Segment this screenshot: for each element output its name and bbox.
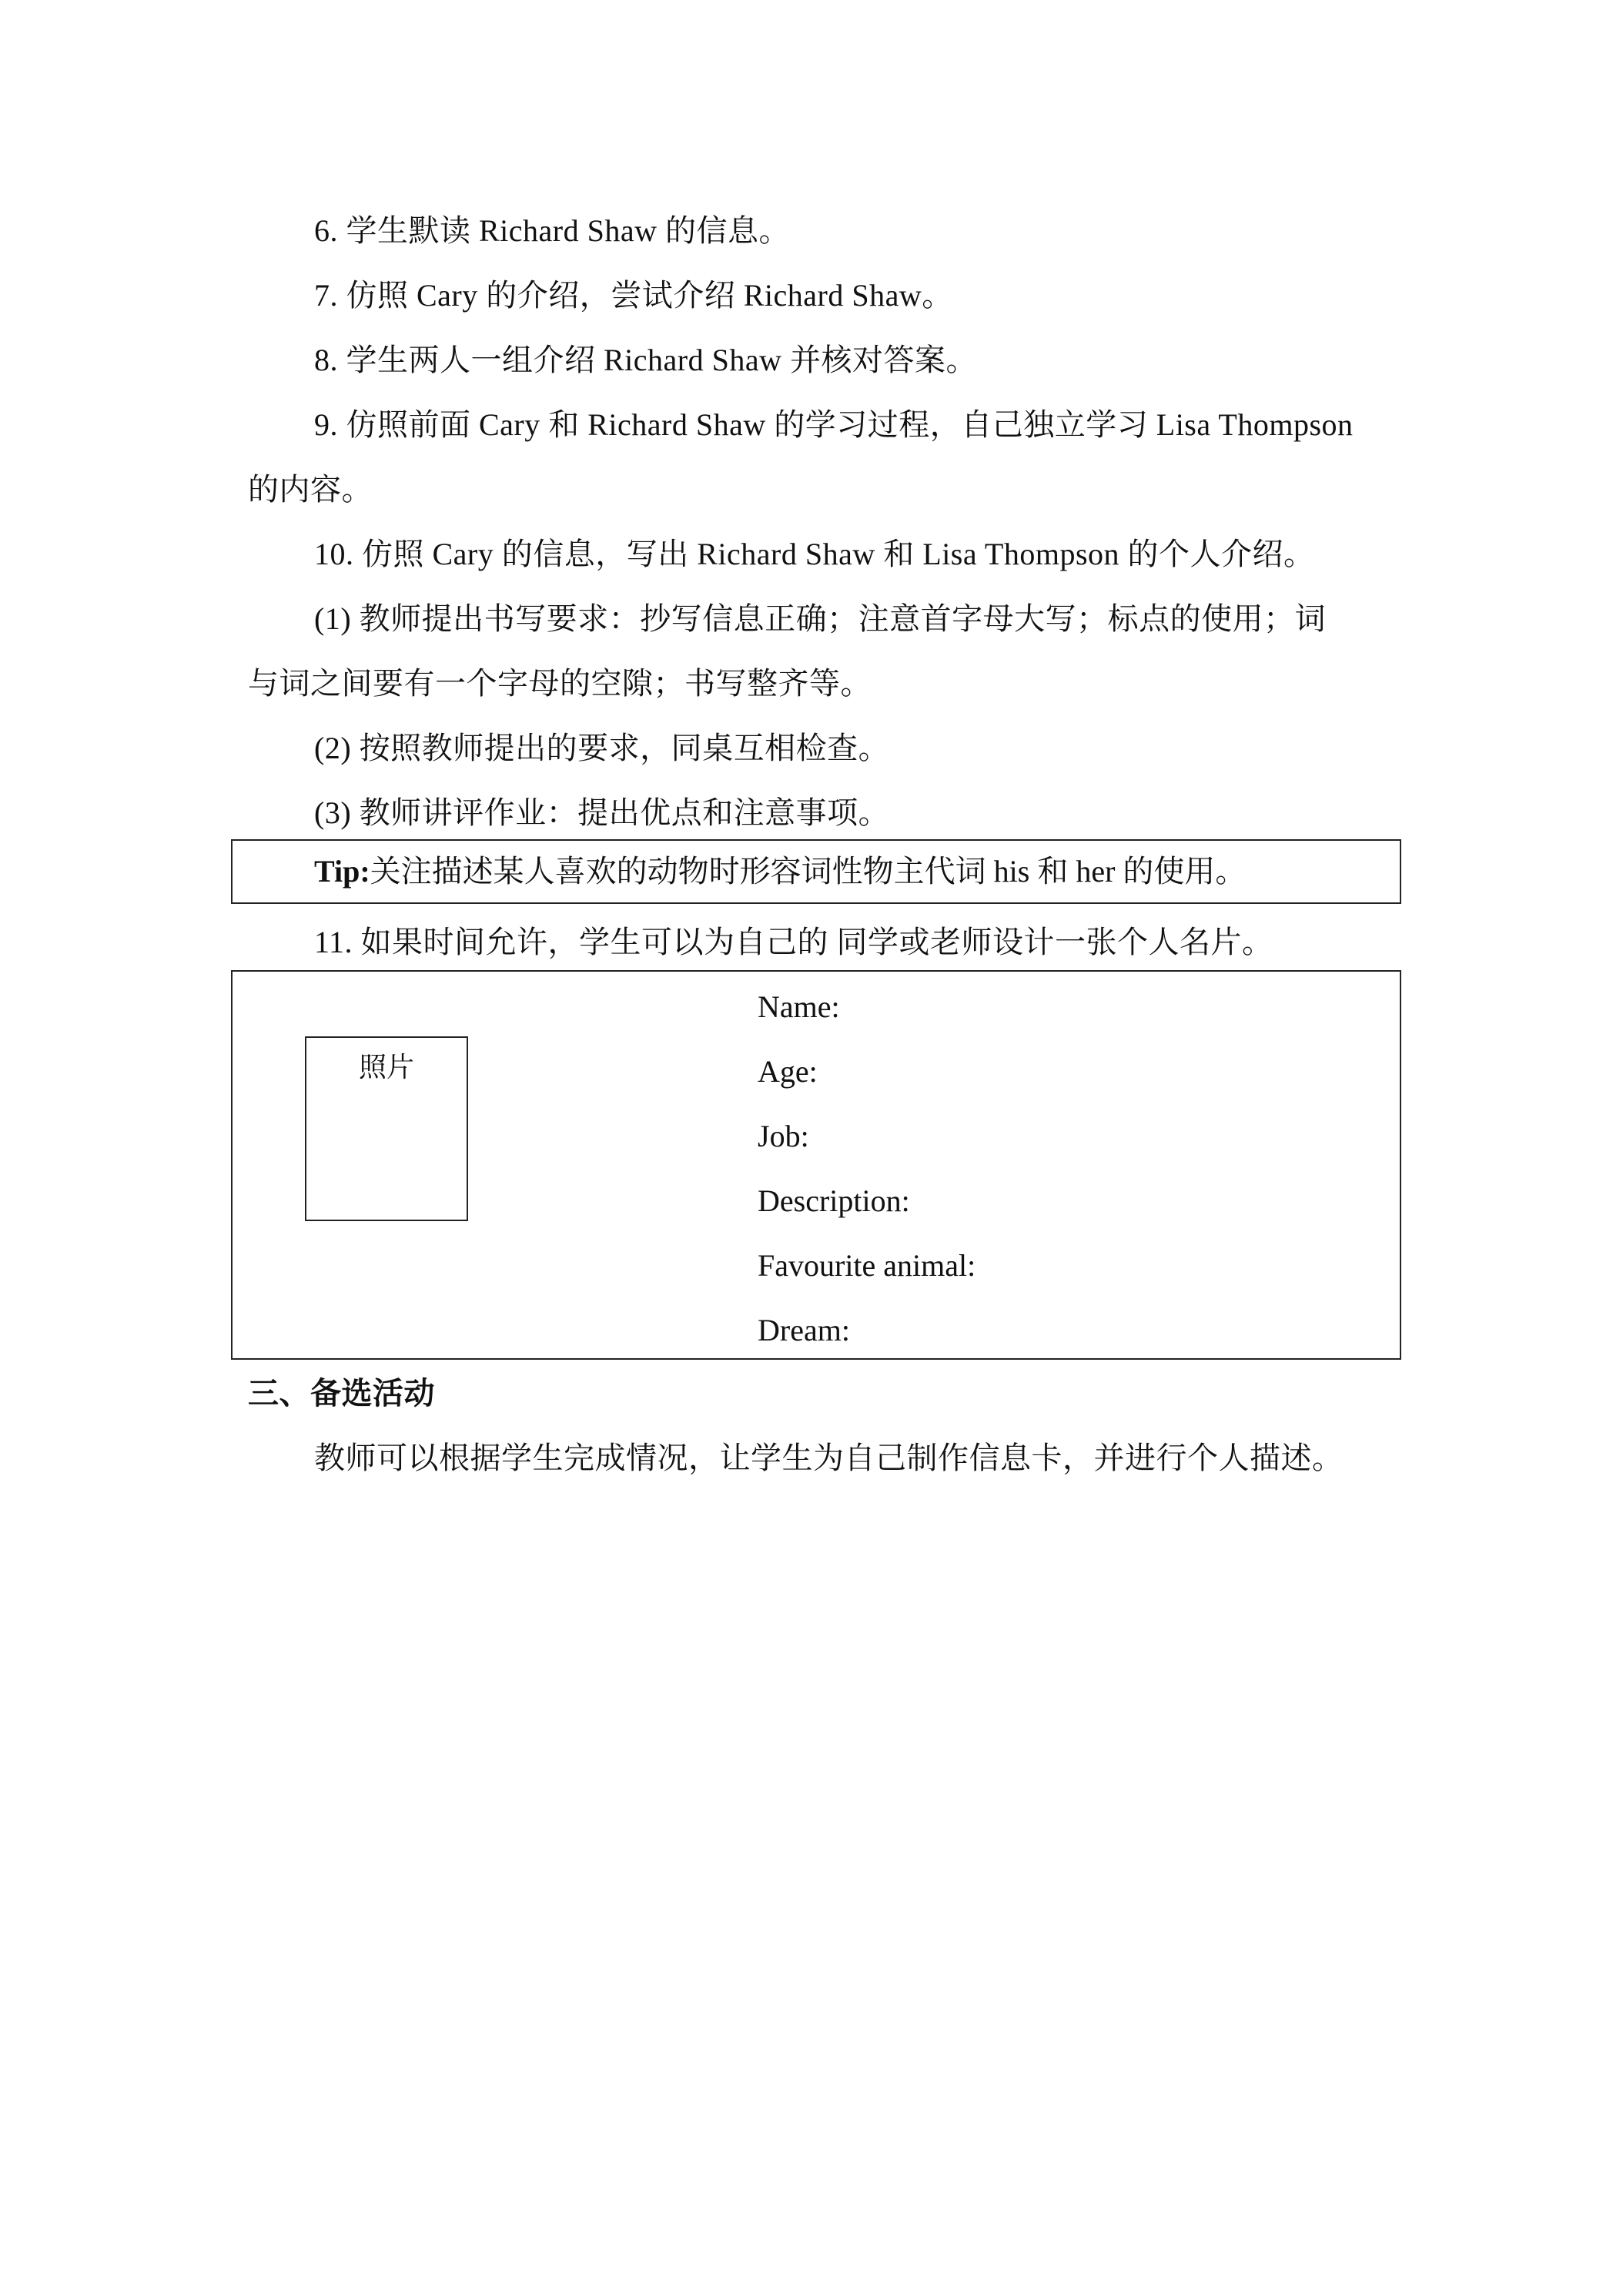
tip-box (231, 839, 1401, 904)
field-dream: Dream: (758, 1313, 850, 1347)
section-3-body: 教师可以根据学生完成情况，让学生为自己制作信息卡，并进行个人描述。 (314, 1441, 1344, 1475)
section-3-heading: 三、备选活动 (248, 1376, 435, 1411)
step-6: 6. 学生默读 Richard Shaw 的信息。 (314, 213, 791, 248)
field-description: Description: (758, 1183, 910, 1218)
step-7: 7. 仿照 Cary 的介绍，尝试介绍 Richard Shaw。 (314, 278, 953, 313)
step-8: 8. 学生两人一组介绍 Richard Shaw 并核对答案。 (314, 343, 978, 377)
business-card-template (231, 970, 1401, 1360)
step-10-3: (3) 教师讲评作业：提出优点和注意事项。 (314, 795, 890, 830)
field-name: Name: (758, 989, 840, 1024)
step-10: 10. 仿照 Cary 的信息，写出 Richard Shaw 和 Lisa Thompson 的个人介绍。 (314, 537, 1315, 571)
photo-placeholder (305, 1036, 468, 1221)
step-10-1-line-1: (1) 教师提出书写要求：抄写信息正确；注意首字母大写；标点的使用；词 (314, 601, 1327, 636)
field-age: Age: (758, 1054, 818, 1089)
field-favourite-animal: Favourite animal: (758, 1248, 976, 1283)
step-10-1-line-2: 与词之间要有一个字母的空隙；书写整齐等。 (248, 666, 872, 701)
step-9-line-1: 9. 仿照前面 Cary 和 Richard Shaw 的学习过程，自己独立学习 Lisa Thompson (314, 407, 1354, 442)
step-10-2: (2) 按照教师提出的要求，同桌互相检查。 (314, 731, 890, 765)
field-job: Job: (758, 1119, 809, 1153)
tip-text (314, 853, 1246, 890)
step-9-line-2: 的内容。 (248, 472, 373, 507)
tip-label: Tip: (314, 854, 370, 889)
photo-label: 照片 (358, 1052, 414, 1083)
step-11: 11. 如果时间允许，学生可以为自己的 同学或老师设计一张个人名片。 (314, 925, 1273, 959)
tip-content: 关注描述某人喜欢的动物时形容词性物主代词 his 和 her 的使用。 (370, 854, 1247, 889)
